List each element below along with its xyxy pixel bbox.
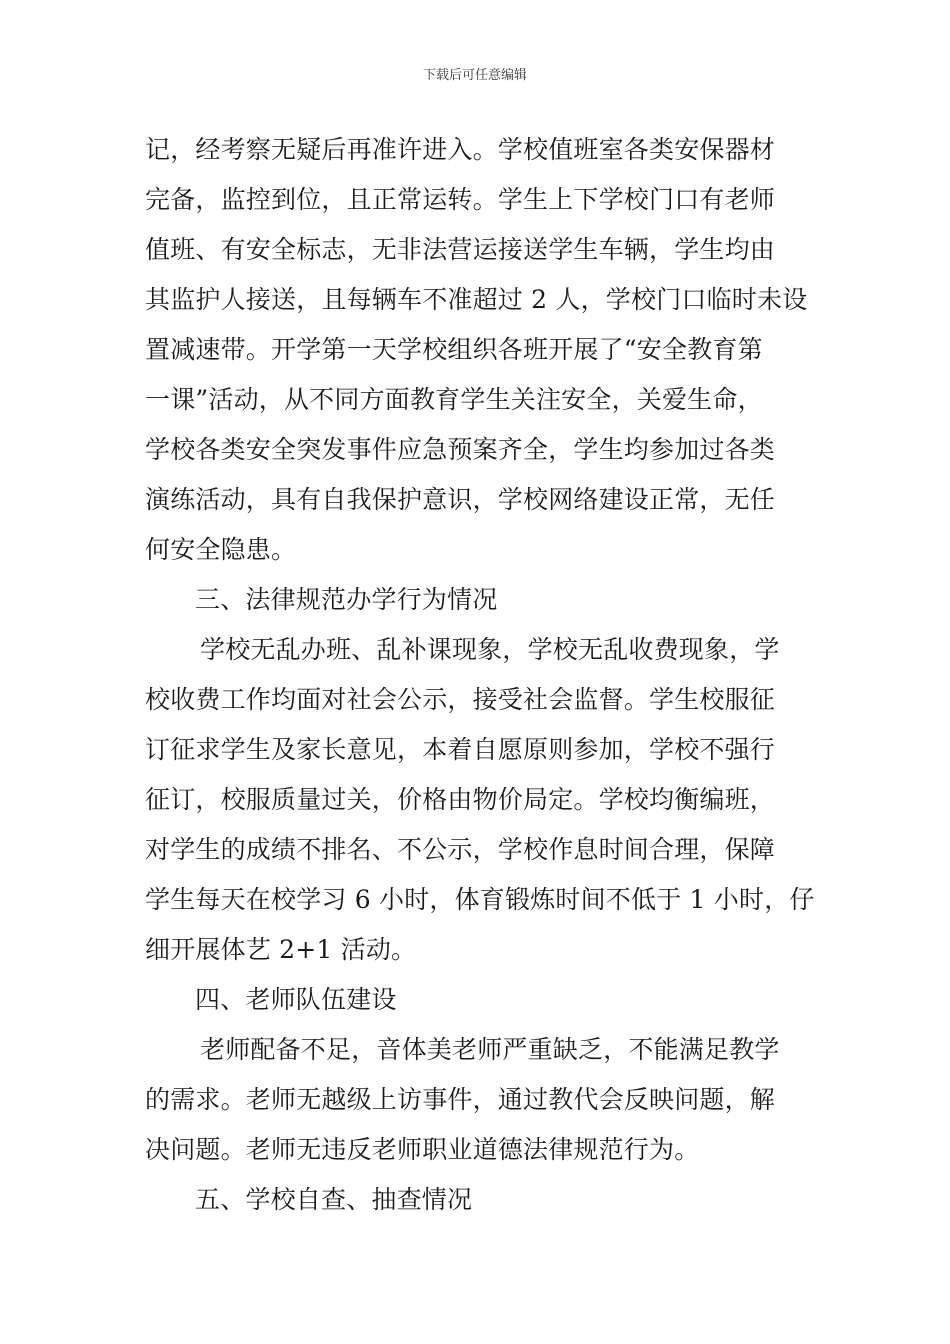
body-line-19: 决问题。老师无违反老师职业道德法律规范行为。	[145, 1135, 700, 1164]
body-line-7: 学校各类安全突发事件应急预案齐全，学生均参加过各类	[145, 435, 776, 464]
body-line-8: 演练活动，具有自我保护意识，学校网络建设正常，无任	[145, 485, 776, 514]
body-line-6: 一课”活动，从不同方面教育学生关注安全，关爱生命，	[145, 385, 763, 414]
body-line-13: 征订，校服质量过关，价格由物价局定。学校均衡编班，	[145, 785, 776, 814]
section-heading-5: 五、学校自查、抽查情况	[195, 1185, 473, 1214]
body-line-2: 完备，监控到位，且正常运转。学生上下学校门口有老师	[145, 185, 776, 214]
body-line-14: 对学生的成绩不排名、不公示，学校作息时间合理，保障	[145, 835, 776, 864]
body-line-17: 老师配备不足，音体美老师严重缺乏，不能满足教学	[200, 1035, 780, 1064]
body-line-18: 的需求。老师无越级上访事件，通过教代会反映问题，解	[145, 1085, 776, 1114]
body-line-4: 其监护人接送，且每辆车不准超过 2 人，学校门口临时未设	[145, 285, 808, 314]
body-line-1: 记，经考察无疑后再准许进入。学校值班室各类安保器材	[145, 135, 776, 164]
body-line-3: 值班、有安全标志，无非法营运接送学生车辆，学生均由	[145, 235, 776, 264]
body-line-16: 细开展体艺 2+1 活动。	[145, 935, 417, 964]
page-header: 下载后可任意编辑	[422, 68, 527, 83]
section-heading-3: 三、法律规范办学行为情况	[195, 585, 498, 614]
body-line-9: 何安全隐患。	[145, 535, 297, 564]
body-line-15: 学生每天在校学习 6 小时，体育锻炼时间不低于 1 小时，仔	[145, 885, 815, 914]
body-line-10: 学校无乱办班、乱补课现象，学校无乱收费现象，学	[200, 635, 780, 664]
section-heading-4: 四、老师队伍建设	[195, 985, 397, 1014]
body-line-11: 校收费工作均面对社会公示，接受社会监督。学生校服征	[145, 685, 776, 714]
body-line-5: 置减速带。开学第一天学校组织各班开展了“安全教育第	[145, 335, 763, 364]
body-line-12: 订征求学生及家长意见，本着自愿原则参加，学校不强行	[145, 735, 776, 764]
